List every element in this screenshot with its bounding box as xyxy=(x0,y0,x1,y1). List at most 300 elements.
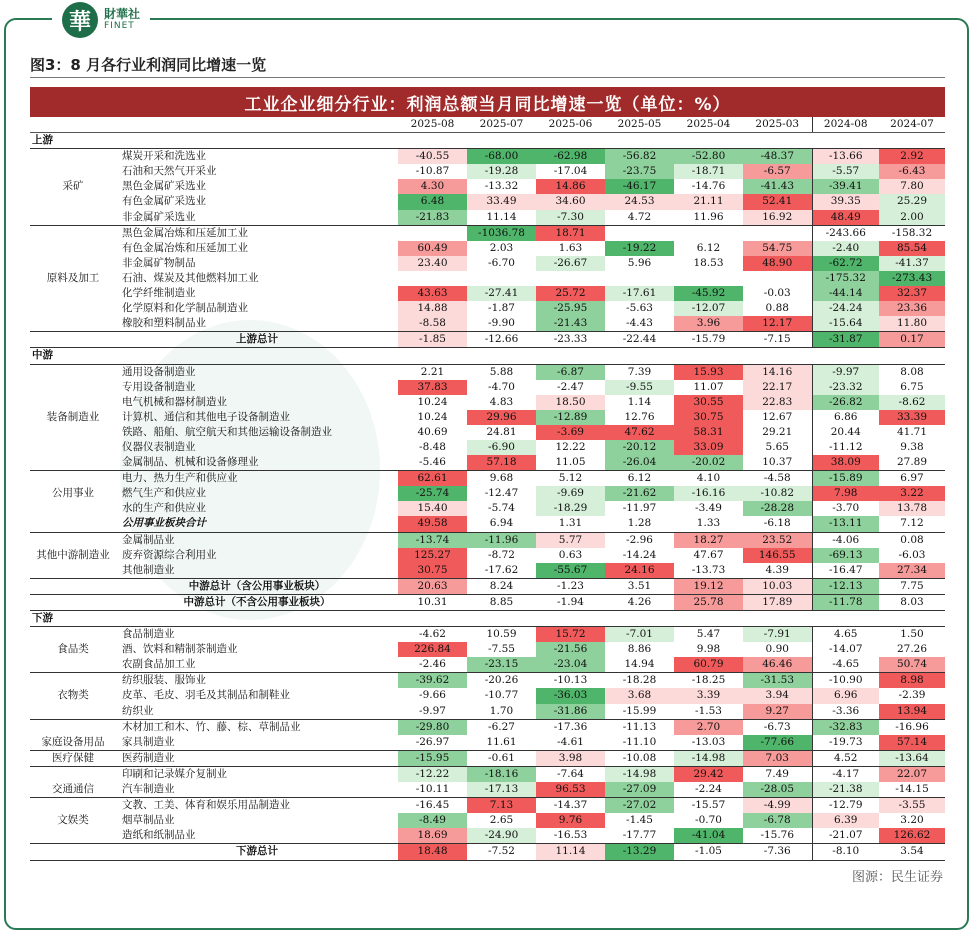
value-cell: -22.44 xyxy=(605,332,674,348)
value-cell: -7.91 xyxy=(743,627,812,643)
value-cell: -6.27 xyxy=(467,719,536,735)
value-cell: -1036.78 xyxy=(467,225,536,241)
value-cell: -14.07 xyxy=(812,642,879,657)
header-col: 2025-04 xyxy=(674,117,743,133)
value-cell: -17.04 xyxy=(536,164,605,179)
value-cell: -56.82 xyxy=(605,149,674,165)
value-cell: 4.39 xyxy=(743,563,812,579)
value-cell: -23.15 xyxy=(467,657,536,673)
value-cell: -12.22 xyxy=(398,766,467,782)
empty-cell xyxy=(30,594,116,610)
value-cell: -13.32 xyxy=(467,179,536,194)
value-cell: 27.89 xyxy=(879,455,945,471)
industry-label: 橡胶和塑料制品业 xyxy=(122,317,206,330)
value-cell: 3.68 xyxy=(605,688,674,703)
value-cell: -17.77 xyxy=(605,828,674,844)
value-cell: 5.65 xyxy=(743,440,812,455)
value-cell: 33.09 xyxy=(674,440,743,455)
value-cell: -14.98 xyxy=(605,766,674,782)
value-cell: -13.74 xyxy=(398,532,467,548)
industry-row xyxy=(30,286,945,301)
value-cell: 7.13 xyxy=(467,798,536,814)
value-cell: -9.90 xyxy=(467,316,536,332)
value-cell: 6.96 xyxy=(812,688,879,703)
value-cell: 41.71 xyxy=(879,425,945,440)
value-cell: 6.48 xyxy=(398,194,467,209)
value-cell: 5.77 xyxy=(536,532,605,548)
section-row xyxy=(30,348,945,364)
value-cell: 27.26 xyxy=(879,642,945,657)
value-cell: 57.14 xyxy=(879,735,945,751)
value-cell: -4.70 xyxy=(467,380,536,395)
value-cell: -2.24 xyxy=(674,782,743,798)
value-cell: 126.62 xyxy=(879,828,945,844)
value-cell: 10.24 xyxy=(398,395,467,410)
value-cell: -16.53 xyxy=(536,828,605,844)
industry-row xyxy=(30,410,945,425)
value-cell: 7.39 xyxy=(605,364,674,380)
industry-label: 木材加工和木、竹、藤、棕、草制品业 xyxy=(116,719,398,735)
value-cell: 2.03 xyxy=(467,241,536,256)
value-cell: 11.05 xyxy=(536,455,605,471)
value-cell xyxy=(398,271,467,286)
category-label xyxy=(30,627,116,643)
industry-label: 铁路、船舶、航空航天和其他运输设备制造业 xyxy=(122,425,332,438)
value-cell: -23.75 xyxy=(605,164,674,179)
industry-label: 仪器仪表制造业 xyxy=(122,440,196,453)
value-cell: -21.56 xyxy=(536,642,605,657)
value-cell: -32.83 xyxy=(812,719,879,735)
value-cell: 1.31 xyxy=(536,516,605,532)
value-cell: 0.90 xyxy=(743,642,812,657)
value-cell: -26.97 xyxy=(398,735,467,751)
value-cell: 8.03 xyxy=(879,594,945,610)
value-cell xyxy=(605,225,674,241)
value-cell: -18.71 xyxy=(674,164,743,179)
header-col: 2025-06 xyxy=(536,117,605,133)
value-cell: 17.89 xyxy=(743,594,812,610)
value-cell: -39.62 xyxy=(398,673,467,689)
value-cell: 22.83 xyxy=(743,395,812,410)
value-cell: -9.66 xyxy=(398,688,467,703)
value-cell: 30.75 xyxy=(674,410,743,425)
value-cell: 48.49 xyxy=(812,210,879,226)
category-label xyxy=(30,766,116,782)
value-cell: -4.62 xyxy=(398,627,467,643)
category-label xyxy=(30,563,116,579)
value-cell: -26.67 xyxy=(536,256,605,271)
value-cell: -28.05 xyxy=(743,782,812,798)
value-cell: -15.89 xyxy=(812,471,879,487)
industry-row xyxy=(30,688,945,703)
industry-label: 酒、饮料和精制茶制造业 xyxy=(122,643,238,656)
value-cell: -23.33 xyxy=(536,332,605,348)
value-cell: 38.09 xyxy=(812,455,879,471)
value-cell: 3.51 xyxy=(605,578,674,594)
value-cell: 10.24 xyxy=(398,410,467,425)
value-cell: 29.21 xyxy=(743,425,812,440)
value-cell: 18.27 xyxy=(674,532,743,548)
value-cell: 4.83 xyxy=(467,395,536,410)
category-label xyxy=(30,516,116,532)
total-label: 下游总计 xyxy=(116,844,398,860)
value-cell: -4.58 xyxy=(743,471,812,487)
value-cell: 1.28 xyxy=(605,516,674,532)
value-cell: -13.11 xyxy=(812,516,879,532)
value-cell: 7.49 xyxy=(743,766,812,782)
value-cell: -1.05 xyxy=(674,844,743,860)
industry-row xyxy=(30,828,945,844)
value-cell: 5.96 xyxy=(605,256,674,271)
value-cell: -2.46 xyxy=(398,657,467,673)
value-cell: -62.72 xyxy=(812,256,879,271)
value-cell: 32.37 xyxy=(879,286,945,301)
category-label xyxy=(30,256,116,271)
industry-row xyxy=(30,194,945,209)
value-cell xyxy=(743,225,812,241)
value-cell: -18.28 xyxy=(605,673,674,689)
value-cell: 9.27 xyxy=(743,704,812,720)
value-cell: 10.37 xyxy=(743,455,812,471)
value-cell: -17.62 xyxy=(467,563,536,579)
value-cell: -3.55 xyxy=(879,798,945,814)
value-cell: -19.73 xyxy=(812,735,879,751)
value-cell: 6.75 xyxy=(879,380,945,395)
industry-label: 家具制造业 xyxy=(122,735,175,748)
category-label xyxy=(30,532,116,548)
value-cell xyxy=(605,271,674,286)
value-cell: -27.41 xyxy=(467,286,536,301)
value-cell: -7.64 xyxy=(536,766,605,782)
value-cell: 11.07 xyxy=(674,380,743,395)
category-label xyxy=(30,440,116,455)
value-cell: 1.14 xyxy=(605,395,674,410)
title-divider xyxy=(30,77,945,78)
value-cell: -20.12 xyxy=(605,440,674,455)
value-cell: 125.27 xyxy=(398,548,467,563)
category-label xyxy=(30,301,116,316)
industry-row xyxy=(30,455,945,471)
value-cell: -0.70 xyxy=(674,813,743,828)
value-cell: -11.13 xyxy=(605,719,674,735)
value-cell: 23.52 xyxy=(743,532,812,548)
value-cell: -7.01 xyxy=(605,627,674,643)
industry-row xyxy=(30,563,945,579)
category-label xyxy=(30,241,116,256)
industry-row xyxy=(30,548,945,563)
value-cell: 22.17 xyxy=(743,380,812,395)
value-cell: -5.74 xyxy=(467,501,536,516)
value-cell: 47.62 xyxy=(605,425,674,440)
industry-label: 金属制品业 xyxy=(116,532,398,548)
total-row xyxy=(30,578,945,594)
value-cell: 43.63 xyxy=(398,286,467,301)
value-cell: 52.41 xyxy=(743,194,812,209)
value-cell: 8.98 xyxy=(879,673,945,689)
industry-row xyxy=(30,440,945,455)
category-label xyxy=(30,210,116,226)
profit-growth-table xyxy=(30,117,945,861)
source-note: 图源：民生证券 xyxy=(851,870,943,885)
value-cell: -1.87 xyxy=(467,301,536,316)
industry-label: 公用事业板块合计 xyxy=(122,517,206,530)
value-cell: 5.12 xyxy=(536,471,605,487)
industry-row xyxy=(30,657,945,673)
value-cell: -55.67 xyxy=(536,563,605,579)
value-cell: 37.83 xyxy=(398,380,467,395)
value-cell: 12.22 xyxy=(536,440,605,455)
value-cell: -6.43 xyxy=(879,164,945,179)
value-cell: 14.94 xyxy=(605,657,674,673)
category-label xyxy=(30,164,116,179)
category-label xyxy=(30,316,116,332)
value-cell: -3.49 xyxy=(674,501,743,516)
value-cell: 15.93 xyxy=(674,364,743,380)
table-body xyxy=(30,133,945,860)
value-cell: 25.78 xyxy=(674,594,743,610)
value-cell: -4.43 xyxy=(605,316,674,332)
value-cell: 5.47 xyxy=(674,627,743,643)
value-cell: 12.76 xyxy=(605,410,674,425)
category-label xyxy=(30,225,116,241)
value-cell: 10.31 xyxy=(398,594,467,610)
industry-label: 燃气生产和供应业 xyxy=(122,487,206,500)
value-cell: -0.61 xyxy=(467,750,536,766)
value-cell: 7.03 xyxy=(743,750,812,766)
category-label: 衣物类 xyxy=(57,689,89,702)
value-cell: 6.39 xyxy=(812,813,879,828)
value-cell: -4.06 xyxy=(812,532,879,548)
value-cell: -8.62 xyxy=(879,395,945,410)
value-cell: -8.72 xyxy=(467,548,536,563)
value-cell: 48.90 xyxy=(743,256,812,271)
industry-label: 非金属矿物制品 xyxy=(122,256,196,269)
value-cell: -26.82 xyxy=(812,395,879,410)
category-label: 医疗保健 xyxy=(30,750,116,766)
industry-row xyxy=(30,395,945,410)
industry-row xyxy=(30,256,945,271)
industry-row xyxy=(30,271,945,286)
value-cell: -20.02 xyxy=(674,455,743,471)
value-cell: -10.87 xyxy=(398,164,467,179)
category-label: 家庭设备用品 xyxy=(41,735,105,748)
value-cell: 12.67 xyxy=(743,410,812,425)
category-label xyxy=(30,395,116,410)
value-cell: -26.04 xyxy=(605,455,674,471)
category-label xyxy=(30,364,116,380)
category-label: 文娱类 xyxy=(57,814,89,827)
value-cell: 1.50 xyxy=(879,627,945,643)
value-cell: 27.34 xyxy=(879,563,945,579)
value-cell: 3.22 xyxy=(879,486,945,501)
value-cell xyxy=(536,271,605,286)
value-cell: 85.54 xyxy=(879,241,945,256)
category-label xyxy=(30,149,116,165)
value-cell xyxy=(743,271,812,286)
value-cell: 4.72 xyxy=(605,210,674,226)
category-label xyxy=(30,455,116,471)
value-cell: -6.57 xyxy=(743,164,812,179)
value-cell: 5.88 xyxy=(467,364,536,380)
value-cell: -44.14 xyxy=(812,286,879,301)
value-cell: -25.74 xyxy=(398,486,467,501)
industry-row xyxy=(30,164,945,179)
industry-label: 汽车制造业 xyxy=(122,783,175,796)
value-cell: -4.65 xyxy=(812,657,879,673)
value-cell: 25.29 xyxy=(879,194,945,209)
value-cell: 2.92 xyxy=(879,149,945,165)
value-cell: 29.96 xyxy=(467,410,536,425)
industry-row xyxy=(30,735,945,751)
category-label: 交通通信 xyxy=(52,783,94,796)
industry-label: 石油、煤炭及其他燃料加工业 xyxy=(122,271,259,284)
value-cell: 14.16 xyxy=(743,364,812,380)
value-cell: 10.59 xyxy=(467,627,536,643)
value-cell: -10.13 xyxy=(536,673,605,689)
value-cell: -5.57 xyxy=(812,164,879,179)
value-cell: -12.07 xyxy=(674,301,743,316)
value-cell: -21.38 xyxy=(812,782,879,798)
value-cell: -2.39 xyxy=(879,688,945,703)
value-cell: 14.86 xyxy=(536,179,605,194)
industry-label: 造纸和纸制品业 xyxy=(122,829,196,842)
figure-title: 图3：8 月各行业利润同比增速一览 xyxy=(30,56,267,74)
industry-label: 电气机械和器材制造业 xyxy=(122,395,227,408)
value-cell: -6.03 xyxy=(879,548,945,563)
value-cell: -12.89 xyxy=(536,410,605,425)
category-label xyxy=(30,798,116,814)
value-cell: 8.86 xyxy=(605,642,674,657)
value-cell: -14.15 xyxy=(879,782,945,798)
value-cell: -5.46 xyxy=(398,455,467,471)
value-cell: 3.39 xyxy=(674,688,743,703)
value-cell: -15.99 xyxy=(605,704,674,720)
value-cell: -8.49 xyxy=(398,813,467,828)
value-cell: 20.44 xyxy=(812,425,879,440)
value-cell: -28.28 xyxy=(743,501,812,516)
category-label: 装备制造业 xyxy=(46,410,100,423)
value-cell: -12.66 xyxy=(467,332,536,348)
industry-label: 有色金属矿采选业 xyxy=(122,195,206,208)
value-cell: -23.32 xyxy=(812,380,879,395)
industry-row xyxy=(30,316,945,332)
value-cell: -13.66 xyxy=(812,149,879,165)
header-col: 2024-07 xyxy=(879,117,945,133)
value-cell: 2.00 xyxy=(879,210,945,226)
value-cell: -1.23 xyxy=(536,578,605,594)
industry-row xyxy=(30,179,945,194)
header-col: 2025-07 xyxy=(467,117,536,133)
value-cell: -17.36 xyxy=(536,719,605,735)
industry-row xyxy=(30,301,945,316)
section-row xyxy=(30,611,945,627)
value-cell: -7.52 xyxy=(467,844,536,860)
value-cell: -1.45 xyxy=(605,813,674,828)
value-cell: -18.16 xyxy=(467,766,536,782)
value-cell: -6.87 xyxy=(536,364,605,380)
value-cell: 18.48 xyxy=(398,844,467,860)
industry-row xyxy=(30,813,945,828)
section-label: 中游 xyxy=(30,348,945,364)
value-cell: 2.70 xyxy=(674,719,743,735)
value-cell: 14.88 xyxy=(398,301,467,316)
value-cell: 96.53 xyxy=(536,782,605,798)
value-cell: -14.76 xyxy=(674,179,743,194)
value-cell: 4.26 xyxy=(605,594,674,610)
total-label: 上游总计 xyxy=(116,332,398,348)
category-label xyxy=(30,286,116,301)
value-cell: -7.55 xyxy=(467,642,536,657)
value-cell: 0.17 xyxy=(879,332,945,348)
value-cell: -11.97 xyxy=(605,501,674,516)
value-cell: 0.63 xyxy=(536,548,605,563)
value-cell: 24.16 xyxy=(605,563,674,579)
value-cell: -2.40 xyxy=(812,241,879,256)
industry-label: 石油和天然气开采业 xyxy=(122,165,217,178)
value-cell: 18.69 xyxy=(398,828,467,844)
category-label xyxy=(30,471,116,487)
category-label xyxy=(30,194,116,209)
industry-label: 化学纤维制造业 xyxy=(122,287,196,300)
logo-name-en: FINET xyxy=(104,21,135,31)
header-col: 2024-08 xyxy=(812,117,879,133)
industry-row xyxy=(30,750,945,766)
value-cell: -10.08 xyxy=(605,750,674,766)
empty-cell xyxy=(30,332,116,348)
value-cell: -2.96 xyxy=(605,532,674,548)
value-cell: 60.49 xyxy=(398,241,467,256)
value-cell: -8.10 xyxy=(812,844,879,860)
value-cell: -19.22 xyxy=(605,241,674,256)
industry-row xyxy=(30,516,945,532)
value-cell: 46.46 xyxy=(743,657,812,673)
value-cell: -39.41 xyxy=(812,179,879,194)
logo-icon: 華 xyxy=(62,2,98,38)
value-cell: -16.16 xyxy=(674,486,743,501)
value-cell: 146.55 xyxy=(743,548,812,563)
value-cell: -273.43 xyxy=(879,271,945,286)
value-cell: -8.58 xyxy=(398,316,467,332)
value-cell: 39.35 xyxy=(812,194,879,209)
industry-row xyxy=(30,704,945,720)
value-cell: -9.69 xyxy=(536,486,605,501)
category-label xyxy=(30,673,116,689)
value-cell: 1.33 xyxy=(674,516,743,532)
industry-row xyxy=(30,532,945,548)
value-cell: -15.76 xyxy=(743,828,812,844)
industry-label: 有色金属冶炼和压延加工业 xyxy=(122,241,248,254)
value-cell: 33.49 xyxy=(467,194,536,209)
value-cell: 7.80 xyxy=(879,179,945,194)
value-cell: -10.82 xyxy=(743,486,812,501)
value-cell: -10.11 xyxy=(398,782,467,798)
category-label: 采矿 xyxy=(62,180,84,193)
value-cell: 226.84 xyxy=(398,642,467,657)
value-cell: -158.32 xyxy=(879,225,945,241)
value-cell: 0.88 xyxy=(743,301,812,316)
value-cell: -16.45 xyxy=(398,798,467,814)
value-cell: -62.98 xyxy=(536,149,605,165)
empty-cell xyxy=(30,578,116,594)
value-cell: 9.68 xyxy=(467,471,536,487)
total-row xyxy=(30,332,945,348)
industry-row xyxy=(30,798,945,814)
value-cell: 49.58 xyxy=(398,516,467,532)
value-cell: -4.99 xyxy=(743,798,812,814)
industry-row xyxy=(30,241,945,256)
value-cell: 18.53 xyxy=(674,256,743,271)
industry-label: 煤炭开采和洗选业 xyxy=(122,150,206,163)
